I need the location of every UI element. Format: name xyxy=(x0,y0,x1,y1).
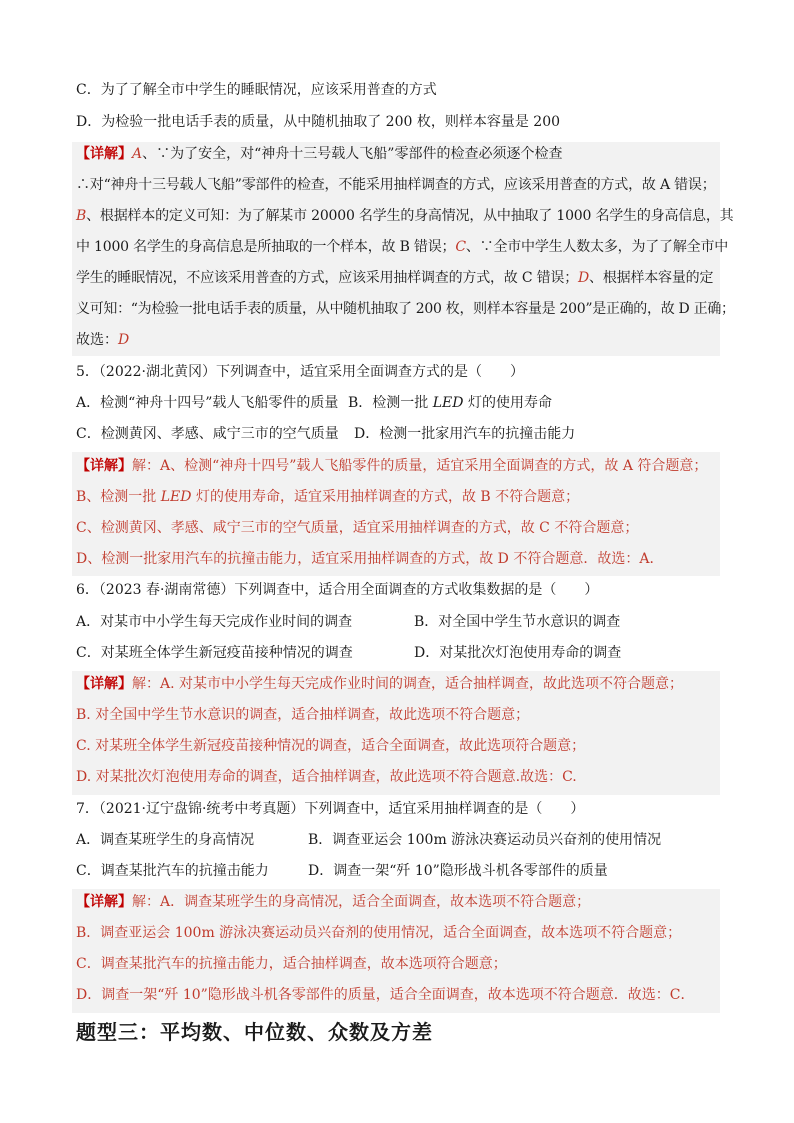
detail-text: 、根据样本的定义可知：为了解某市 20000 名学生的身高情况，从中抽取了 1000 名学生的身高信息，其 xyxy=(86,208,734,224)
q7-option-b: B．调查亚运会 100m 游泳决赛运动员兴奋剂的使用情况 xyxy=(308,832,662,848)
q4-detail-line-6: 义可知：“为检验一批电话手表的质量，从中随机抽取了 200 枚，则样本容量是 200”是正确的，故 D 正确； xyxy=(76,301,735,317)
q4-detail-line-7 xyxy=(76,330,129,350)
detail-text: 解：A．调查某班学生的身高情况，适合全面调查，故本选项不符合题意； xyxy=(132,894,591,910)
q4-detail-line-2: ∴对“神舟十三号载人飞船”零部件的检查，不能采用抽样调查的方式，应该采用普查的方式，故 A 错误； xyxy=(76,177,716,193)
detail-text: 解：A、检测“神舟十四号”载人飞船零件的质量，适宜采用全面调查的方式，故 A 符合题意； xyxy=(132,458,708,474)
q6-detail-line-1 xyxy=(76,674,683,694)
q5-stem: 5．（2022·湖北黄冈）下列调查中，适宜采用全面调查方式的是（ ） xyxy=(76,364,524,380)
q7-option-a: A．调查某班学生的身高情况 xyxy=(76,832,255,848)
detail-label: 【详解】 xyxy=(76,676,132,692)
red-letter: B xyxy=(76,208,87,224)
option-text: 灯的使用寿命 xyxy=(463,395,552,411)
detail-label: 【详解】 xyxy=(76,894,132,910)
option-text: LED xyxy=(432,395,464,411)
q4-detail-line-1 xyxy=(76,144,562,164)
detail-text: B、检测一批 xyxy=(76,489,161,505)
detail-text: LED xyxy=(160,489,192,505)
q7-detail-line-4: D．调查一架“歼 10”隐形战斗机各零部件的质量，适合全面调查，故本选项不符合题意．故选：C． xyxy=(76,987,695,1003)
q4-option-d: D．为检验一批电话手表的质量，从中随机抽取了 200 枚，则样本容量是 200 xyxy=(76,114,561,130)
q4-detail-line-4 xyxy=(76,237,728,257)
q6-option-a: A．对某市中小学生每天完成作业时间的调查 xyxy=(76,614,353,630)
detail-text: 学生的睡眠情况，不应该采用普查的方式，应该采用抽样调查的方式，故 C 错误； xyxy=(76,270,579,286)
detail-label: 【详解】 xyxy=(76,458,132,474)
q7-detail-line-1 xyxy=(76,892,590,912)
q6-detail-line-2: B. 对全国中学生节水意识的调查，适合抽样调查，故此选项不符合题意； xyxy=(76,707,530,723)
q6-option-c: C．对某班全体学生新冠疫苗接种情况的调查 xyxy=(76,645,353,661)
q5-detail-line-2 xyxy=(76,487,579,507)
red-letter: D xyxy=(118,332,130,348)
red-letter: D xyxy=(578,270,590,286)
q6-option-b: B．对全国中学生节水意识的调查 xyxy=(414,614,621,630)
q5-detail-line-3: C、检测黄冈、孝感、咸宁三市的空气质量，适宜采用抽样调查的方式，故 C 不符合题意； xyxy=(76,520,639,536)
detail-text: 解：A. 对某市中小学生每天完成作业时间的调查，适合抽样调查，故此选项不符合题意； xyxy=(132,676,684,692)
red-letter: C xyxy=(455,239,466,255)
q7-option-d: D．调查一架“歼 10”隐形战斗机各零部件的质量 xyxy=(308,863,608,879)
detail-text: 中 1000 名学生的身高信息是所抽取的一个样本，故 B 错误； xyxy=(76,239,456,255)
q6-detail-line-4: D. 对某批次灯泡使用寿命的调查，适合抽样调查，故此选项不符合题意.故选：C. xyxy=(76,769,577,785)
q4-detail-line-3 xyxy=(76,206,733,226)
q7-detail-line-2: B．调查亚运会 100m 游泳决赛运动员兴奋剂的使用情况，适合全面调查，故本选项不符合题意； xyxy=(76,925,682,941)
q5-option-b xyxy=(348,393,552,413)
option-text: B．检测一批 xyxy=(348,395,433,411)
detail-label: 【详解】 xyxy=(76,146,132,162)
detail-text: 、∵为了安全，对“神舟十三号载人飞船”零部件的检查必须逐个检查 xyxy=(142,146,563,162)
detail-text: 、根据样本容量的定 xyxy=(589,270,714,286)
q6-stem: 6．（2023 春·湖南常德）下列调查中，适合用全面调查的方式收集数据的是（ ） xyxy=(76,582,599,598)
detail-text: 故选： xyxy=(76,332,118,348)
red-letter: A xyxy=(132,146,143,162)
detail-text: 、∵全市中学生人数太多，为了了解全市中 xyxy=(465,239,729,255)
q6-option-d: D．对某批次灯泡使用寿命的调查 xyxy=(414,645,622,661)
detail-text: 灯的使用寿命，适宜采用抽样调查的方式，故 B 不符合题意； xyxy=(191,489,580,505)
q7-option-c: C．调查某批汽车的抗撞击能力 xyxy=(76,863,269,879)
section-heading: 题型三：平均数、中位数、众数及方差 xyxy=(76,1020,433,1044)
q6-detail-line-3: C. 对某班全体学生新冠疫苗接种情况的调查，适合全面调查，故此选项符合题意； xyxy=(76,738,586,754)
q4-detail-line-5 xyxy=(76,268,713,288)
q5-option-c: C．检测黄冈、孝感、咸宁三市的空气质量 xyxy=(76,426,339,442)
q4-option-c: C．为了了解全市中学生的睡眠情况，应该采用普查的方式 xyxy=(76,82,437,98)
q5-option-a: A．检测“神舟十四号”载人飞船零件的质量 xyxy=(76,395,339,411)
q7-stem: 7．（2021·辽宁盘锦·统考中考真题）下列调查中，适宜采用抽样调查的是（ ） xyxy=(76,801,585,817)
q5-detail-line-1 xyxy=(76,456,707,476)
q5-option-d: D．检测一批家用汽车的抗撞击能力 xyxy=(354,426,576,442)
q5-detail-line-4: D、检测一批家用汽车的抗撞击能力，适宜采用抽样调查的方式，故 D 不符合题意．故选：A． xyxy=(76,551,664,567)
q7-detail-line-3: C．调查某批汽车的抗撞击能力，适合抽样调查，故本选项符合题意； xyxy=(76,956,507,972)
